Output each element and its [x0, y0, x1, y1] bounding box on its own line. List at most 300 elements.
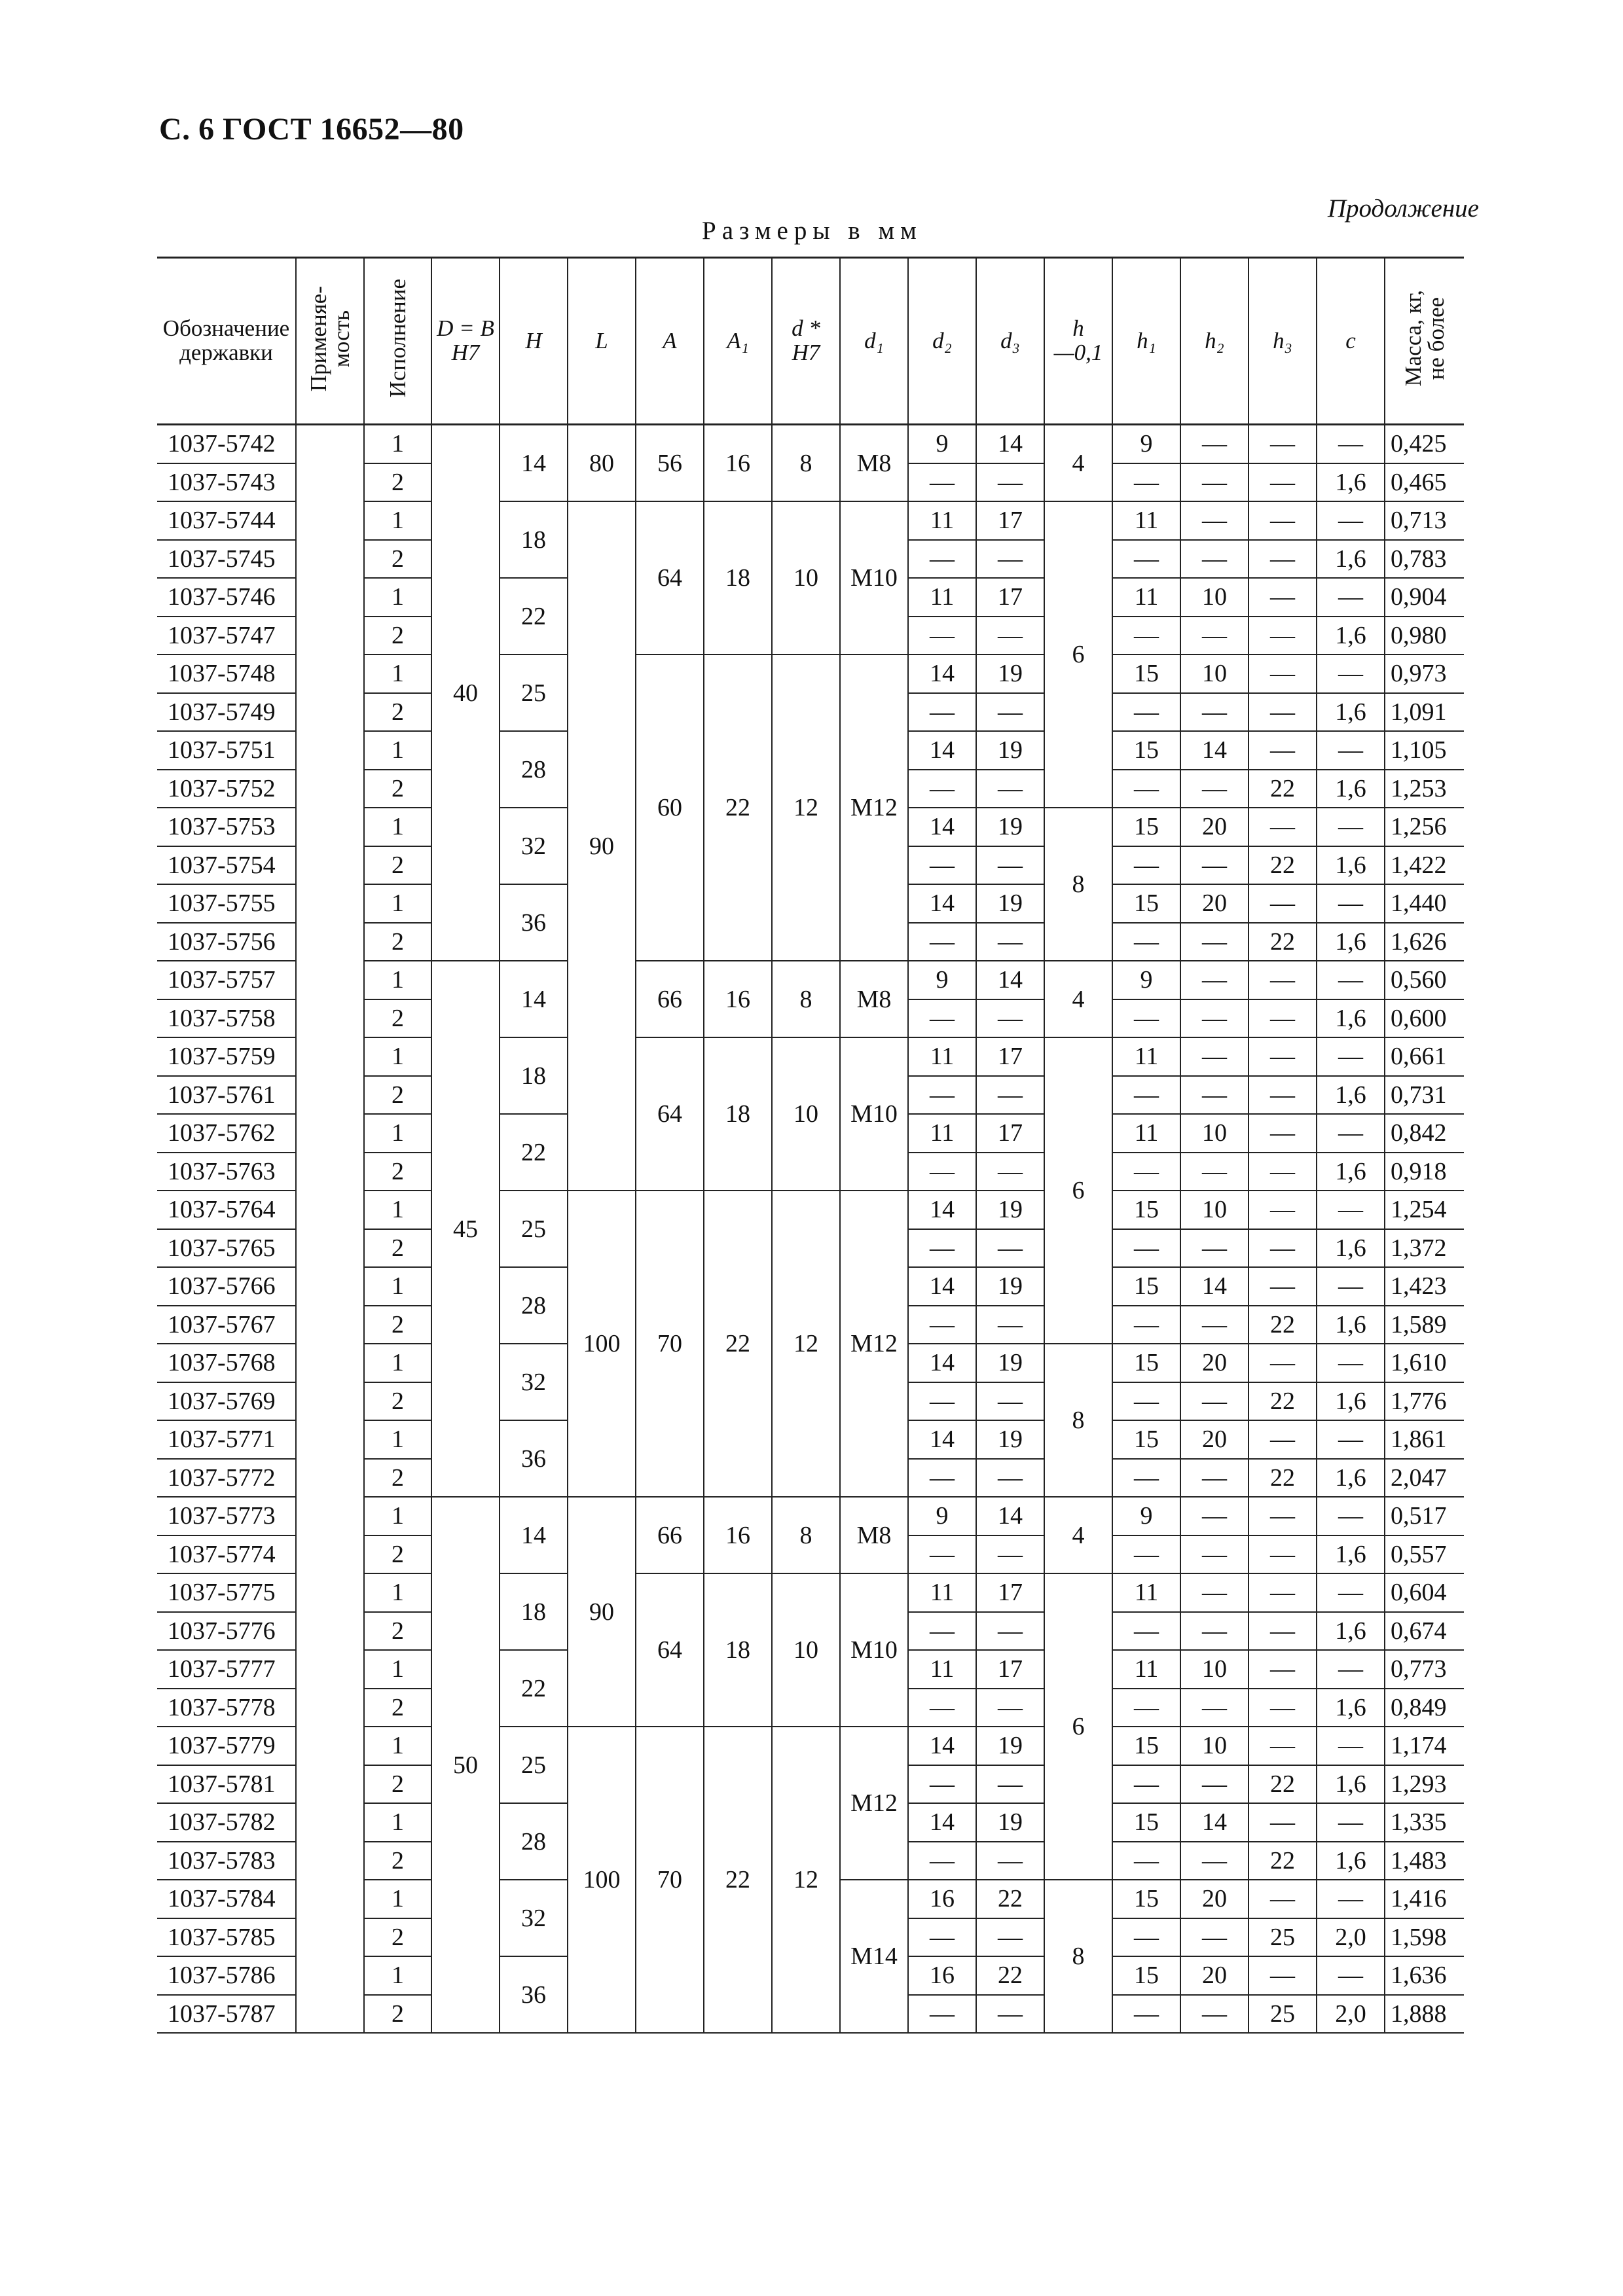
cell-d: 12	[772, 1727, 840, 2033]
cell-version: 1	[364, 425, 431, 463]
cell-h3: —	[1249, 1689, 1317, 1727]
cell-version: 2	[364, 540, 431, 579]
cell-d2: —	[908, 1612, 976, 1651]
cell-h3: —	[1249, 540, 1317, 579]
cell-designation: 1037-5775	[157, 1573, 296, 1612]
cell-h2: —	[1180, 1573, 1249, 1612]
cell-h3: —	[1249, 425, 1317, 463]
cell-h1: 11	[1112, 1573, 1180, 1612]
cell-h2: 10	[1180, 1650, 1249, 1689]
column-header-label: A	[663, 327, 677, 353]
cell-d2: —	[908, 999, 976, 1038]
cell-designation: 1037-5765	[157, 1229, 296, 1268]
cell-c: —	[1317, 1650, 1385, 1689]
cell-c: —	[1317, 1420, 1385, 1459]
cell-mass: 0,773	[1385, 1650, 1464, 1689]
cell-mass: 0,980	[1385, 617, 1464, 655]
cell-h3: —	[1249, 1497, 1317, 1535]
cell-version: 1	[364, 808, 431, 846]
cell-designation: 1037-5759	[157, 1037, 296, 1076]
cell-d2: —	[908, 1689, 976, 1727]
cell-d2: 14	[908, 1344, 976, 1382]
cell-d2: —	[908, 1995, 976, 2034]
cell-c: —	[1317, 1037, 1385, 1076]
cell-version: 2	[364, 693, 431, 732]
cell-d3: 19	[976, 1344, 1044, 1382]
cell-d2: 14	[908, 1420, 976, 1459]
column-header-label: H	[525, 327, 542, 353]
cell-h3: —	[1249, 655, 1317, 693]
cell-h3: 22	[1249, 1842, 1317, 1880]
cell-c: —	[1317, 1727, 1385, 1765]
cell-a: 56	[636, 425, 704, 502]
cell-d2: 16	[908, 1956, 976, 1995]
cell-h3: —	[1249, 884, 1317, 923]
cell-h1: —	[1112, 1076, 1180, 1115]
cell-h1: —	[1112, 1153, 1180, 1191]
cell-d2: —	[908, 1306, 976, 1344]
cell-h2: —	[1180, 1306, 1249, 1344]
cell-c: —	[1317, 1497, 1385, 1535]
cell-h2: 10	[1180, 655, 1249, 693]
column-header-label: h —0,1	[1053, 315, 1103, 365]
cell-version: 2	[364, 1076, 431, 1115]
cell-d3: 17	[976, 501, 1044, 540]
cell-designation: 1037-5757	[157, 961, 296, 999]
cell-mass: 1,610	[1385, 1344, 1464, 1382]
cell-d3: —	[976, 1842, 1044, 1880]
cell-designation: 1037-5756	[157, 923, 296, 961]
cell-mass: 0,918	[1385, 1153, 1464, 1191]
cell-h3: 22	[1249, 846, 1317, 885]
cell-d3: —	[976, 617, 1044, 655]
cell-h1: —	[1112, 1689, 1180, 1727]
cell-d2: —	[908, 923, 976, 961]
cell-h2: —	[1180, 1497, 1249, 1535]
cell-h1: —	[1112, 1306, 1180, 1344]
cell-mass: 1,888	[1385, 1995, 1464, 2034]
cell-h3: —	[1249, 463, 1317, 502]
cell-d2: —	[908, 463, 976, 502]
cell-c: —	[1317, 425, 1385, 463]
cell-h3: —	[1249, 961, 1317, 999]
cell-h: 14	[500, 1497, 568, 1573]
cell-designation: 1037-5747	[157, 617, 296, 655]
cell-h: 36	[500, 1420, 568, 1497]
cell-d1: M10	[840, 1573, 908, 1727]
cell-h2: —	[1180, 1612, 1249, 1651]
cell-mass: 1,422	[1385, 846, 1464, 885]
column-header-label: d₂	[932, 327, 952, 353]
cell-version: 1	[364, 1420, 431, 1459]
cell-designation: 1037-5752	[157, 770, 296, 808]
cell-h2: —	[1180, 923, 1249, 961]
cell-h2: 20	[1180, 884, 1249, 923]
cell-h2: —	[1180, 1459, 1249, 1498]
cell-h3: 22	[1249, 1306, 1317, 1344]
cell-h3: —	[1249, 1535, 1317, 1574]
column-header-label: Обозначение державки	[162, 315, 290, 365]
cell-version: 2	[364, 1382, 431, 1421]
cell-version: 2	[364, 1689, 431, 1727]
cell-designation: 1037-5766	[157, 1267, 296, 1306]
cell-c: 1,6	[1317, 540, 1385, 579]
cell-h2: —	[1180, 846, 1249, 885]
column-header-label: c	[1345, 327, 1356, 353]
column-header-l	[568, 258, 636, 425]
cell-d3: 19	[976, 808, 1044, 846]
cell-h2: 14	[1180, 731, 1249, 770]
cell-h: 4	[1044, 1497, 1112, 1573]
cell-h2: 14	[1180, 1267, 1249, 1306]
cell-h3: —	[1249, 1153, 1317, 1191]
cell-d2: 9	[908, 961, 976, 999]
cell-version: 1	[364, 1191, 431, 1229]
cell-d2: 14	[908, 1803, 976, 1842]
cell-h: 32	[500, 1880, 568, 1956]
cell-version: 1	[364, 1880, 431, 1918]
column-header-h3	[1249, 258, 1317, 425]
cell-h: 18	[500, 501, 568, 578]
cell-h3: —	[1249, 1612, 1317, 1651]
cell-version: 2	[364, 1612, 431, 1651]
cell-h: 8	[1044, 1880, 1112, 2033]
cell-designation: 1037-5782	[157, 1803, 296, 1842]
cell-c: 1,6	[1317, 1689, 1385, 1727]
cell-d3: 14	[976, 425, 1044, 463]
cell-designation: 1037-5763	[157, 1153, 296, 1191]
cell-h3: —	[1249, 693, 1317, 732]
cell-d1: M8	[840, 1497, 908, 1573]
column-header-designation	[157, 258, 296, 425]
cell-designation: 1037-5772	[157, 1459, 296, 1498]
cell-h: 18	[500, 1037, 568, 1114]
cell-h3: —	[1249, 578, 1317, 617]
cell-d1: M12	[840, 1727, 908, 1880]
column-header-h2	[1180, 258, 1249, 425]
cell-h2: —	[1180, 693, 1249, 732]
cell-a1: 22	[704, 655, 772, 961]
cell-h2: —	[1180, 1918, 1249, 1957]
cell-h3: —	[1249, 1267, 1317, 1306]
cell-d3: —	[976, 1918, 1044, 1957]
cell-mass: 1,253	[1385, 770, 1464, 808]
cell-h1: 15	[1112, 808, 1180, 846]
cell-mass: 0,731	[1385, 1076, 1464, 1115]
cell-h: 6	[1044, 1573, 1112, 1880]
cell-h1: 15	[1112, 1727, 1180, 1765]
cell-mass: 1,105	[1385, 731, 1464, 770]
column-header-label: h₁	[1137, 327, 1156, 353]
cell-designation: 1037-5767	[157, 1306, 296, 1344]
cell-mass: 0,465	[1385, 463, 1464, 502]
cell-c: 1,6	[1317, 923, 1385, 961]
column-header-label: Масса, кг, не более	[1400, 290, 1449, 387]
cell-h3: —	[1249, 1114, 1317, 1153]
cell-d2: —	[908, 1076, 976, 1115]
cell-h2: —	[1180, 1076, 1249, 1115]
cell-version: 2	[364, 1229, 431, 1268]
cell-designation: 1037-5743	[157, 463, 296, 502]
cell-d3: —	[976, 1459, 1044, 1498]
cell-version: 2	[364, 999, 431, 1038]
cell-a: 70	[636, 1727, 704, 2033]
cell-h2: 20	[1180, 1880, 1249, 1918]
cell-h1: 9	[1112, 961, 1180, 999]
cell-d3: 17	[976, 1573, 1044, 1612]
cell-d1: M12	[840, 655, 908, 961]
cell-designation: 1037-5754	[157, 846, 296, 885]
cell-d: 8	[772, 1497, 840, 1573]
cell-version: 2	[364, 846, 431, 885]
cell-h1: 15	[1112, 1956, 1180, 1995]
cell-c: 1,6	[1317, 1612, 1385, 1651]
column-header-a	[636, 258, 704, 425]
units-caption: Размеры в мм	[702, 217, 922, 245]
cell-h1: —	[1112, 1535, 1180, 1574]
cell-h1: —	[1112, 923, 1180, 961]
cell-h3: 25	[1249, 1995, 1317, 2034]
cell-h2: 20	[1180, 808, 1249, 846]
cell-h2: —	[1180, 961, 1249, 999]
cell-h3: 25	[1249, 1918, 1317, 1957]
cell-mass: 0,661	[1385, 1037, 1464, 1076]
cell-h2: 10	[1180, 1191, 1249, 1229]
cell-mass: 0,713	[1385, 501, 1464, 540]
cell-d3: —	[976, 999, 1044, 1038]
cell-mass: 1,483	[1385, 1842, 1464, 1880]
cell-h: 28	[500, 731, 568, 808]
cell-mass: 1,598	[1385, 1918, 1464, 1957]
cell-h2: 10	[1180, 578, 1249, 617]
cell-d3: —	[976, 1612, 1044, 1651]
cell-designation: 1037-5755	[157, 884, 296, 923]
cell-d2: 16	[908, 1880, 976, 1918]
cell-h: 25	[500, 1191, 568, 1267]
cell-d2: —	[908, 1459, 976, 1498]
cell-h3: —	[1249, 1344, 1317, 1382]
cell-d: 8	[772, 961, 840, 1037]
cell-version: 1	[364, 731, 431, 770]
cell-mass: 1,256	[1385, 808, 1464, 846]
cell-d3: —	[976, 923, 1044, 961]
cell-mass: 1,091	[1385, 693, 1464, 732]
cell-d3: —	[976, 1765, 1044, 1804]
column-header-d2	[908, 258, 976, 425]
cell-h3: —	[1249, 617, 1317, 655]
cell-designation: 1037-5762	[157, 1114, 296, 1153]
cell-h: 36	[500, 1956, 568, 2033]
cell-version: 2	[364, 463, 431, 502]
cell-h3: 22	[1249, 923, 1317, 961]
cell-designation: 1037-5776	[157, 1612, 296, 1651]
cell-d2: 14	[908, 808, 976, 846]
cell-a: 64	[636, 501, 704, 655]
cell-l: 80	[568, 425, 636, 502]
cell-h: 4	[1044, 425, 1112, 502]
cell-mass: 0,904	[1385, 578, 1464, 617]
cell-h2: 10	[1180, 1114, 1249, 1153]
cell-version: 1	[364, 501, 431, 540]
cell-h1: 15	[1112, 1880, 1180, 1918]
cell-mass: 1,416	[1385, 1880, 1464, 1918]
cell-h: 25	[500, 1727, 568, 1803]
column-header-h	[1044, 258, 1112, 425]
cell-d3: —	[976, 693, 1044, 732]
cell-d3: —	[976, 1306, 1044, 1344]
cell-h3: —	[1249, 731, 1317, 770]
cell-h: 4	[1044, 961, 1112, 1037]
cell-designation: 1037-5784	[157, 1880, 296, 1918]
cell-d2: 14	[908, 884, 976, 923]
cell-c: 1,6	[1317, 1459, 1385, 1498]
cell-h1: —	[1112, 1765, 1180, 1804]
cell-h2: —	[1180, 425, 1249, 463]
cell-d2: —	[908, 1918, 976, 1957]
cell-d2: 14	[908, 1191, 976, 1229]
cell-version: 1	[364, 1650, 431, 1689]
cell-a: 70	[636, 1191, 704, 1497]
column-header-label: L	[595, 327, 608, 353]
cell-d3: —	[976, 1535, 1044, 1574]
page-header: С. 6 ГОСТ 16652—80	[159, 112, 464, 147]
cell-c: 1,6	[1317, 1382, 1385, 1421]
column-header-label: Применяе- мость	[306, 285, 354, 391]
cell-applicability	[296, 425, 364, 2034]
cell-c: —	[1317, 1573, 1385, 1612]
cell-d3: 19	[976, 731, 1044, 770]
cell-mass: 1,589	[1385, 1306, 1464, 1344]
cell-mass: 1,335	[1385, 1803, 1464, 1842]
cell-mass: 1,861	[1385, 1420, 1464, 1459]
cell-d2: 14	[908, 655, 976, 693]
column-header-label: A₁	[727, 327, 749, 353]
column-header-d1	[840, 258, 908, 425]
cell-designation: 1037-5771	[157, 1420, 296, 1459]
cell-mass: 1,776	[1385, 1382, 1464, 1421]
cell-designation: 1037-5778	[157, 1689, 296, 1727]
cell-h1: 15	[1112, 1267, 1180, 1306]
continuation-label: Продолжение	[1327, 194, 1479, 223]
cell-h2: —	[1180, 1765, 1249, 1804]
cell-c: —	[1317, 1803, 1385, 1842]
cell-d: 10	[772, 501, 840, 655]
cell-d1: M14	[840, 1880, 908, 2033]
cell-l: 90	[568, 501, 636, 1191]
cell-h1: 9	[1112, 1497, 1180, 1535]
cell-d3: —	[976, 1229, 1044, 1268]
cell-c: —	[1317, 1956, 1385, 1995]
cell-d3: 19	[976, 1267, 1044, 1306]
cell-a: 66	[636, 961, 704, 1037]
cell-d3: 17	[976, 578, 1044, 617]
cell-d3: 19	[976, 1727, 1044, 1765]
cell-version: 2	[364, 1995, 431, 2034]
cell-mass: 0,557	[1385, 1535, 1464, 1574]
cell-designation: 1037-5749	[157, 693, 296, 732]
cell-h1: —	[1112, 1842, 1180, 1880]
cell-c: —	[1317, 1344, 1385, 1382]
cell-h1: 11	[1112, 1114, 1180, 1153]
cell-c: 1,6	[1317, 1765, 1385, 1804]
cell-version: 2	[364, 1459, 431, 1498]
cell-a1: 18	[704, 501, 772, 655]
column-header-applicability	[296, 258, 364, 425]
cell-h1: —	[1112, 1612, 1180, 1651]
cell-h3: —	[1249, 1037, 1317, 1076]
cell-a1: 22	[704, 1727, 772, 2033]
cell-h: 22	[500, 1114, 568, 1191]
column-header-label: d * H7	[792, 315, 820, 365]
cell-h3: 22	[1249, 1459, 1317, 1498]
cell-c: —	[1317, 1880, 1385, 1918]
cell-h2: —	[1180, 999, 1249, 1038]
cell-designation: 1037-5773	[157, 1497, 296, 1535]
cell-d3: 17	[976, 1650, 1044, 1689]
column-header-a1	[704, 258, 772, 425]
cell-version: 1	[364, 1037, 431, 1076]
cell-d2: —	[908, 1842, 976, 1880]
cell-d2: 14	[908, 1727, 976, 1765]
cell-d: 8	[772, 425, 840, 502]
cell-h2: —	[1180, 1689, 1249, 1727]
cell-designation: 1037-5769	[157, 1382, 296, 1421]
cell-designation: 1037-5751	[157, 731, 296, 770]
cell-h2: —	[1180, 1535, 1249, 1574]
cell-c: —	[1317, 501, 1385, 540]
cell-designation: 1037-5761	[157, 1076, 296, 1115]
cell-version: 2	[364, 617, 431, 655]
cell-d3: 19	[976, 1803, 1044, 1842]
cell-c: 1,6	[1317, 846, 1385, 885]
cell-h1: —	[1112, 1382, 1180, 1421]
cell-mass: 0,517	[1385, 1497, 1464, 1535]
cell-h: 6	[1044, 501, 1112, 808]
table-header-row	[157, 258, 1464, 425]
cell-h2: —	[1180, 1153, 1249, 1191]
cell-version: 2	[364, 923, 431, 961]
cell-version: 2	[364, 1765, 431, 1804]
cell-a1: 18	[704, 1573, 772, 1727]
cell-d-b: 45	[431, 961, 500, 1497]
cell-l: 90	[568, 1497, 636, 1727]
cell-mass: 0,674	[1385, 1612, 1464, 1651]
cell-h: 32	[500, 1344, 568, 1420]
cell-d1: M10	[840, 501, 908, 655]
cell-d-b: 50	[431, 1497, 500, 2033]
cell-d2: —	[908, 540, 976, 579]
cell-c: 1,6	[1317, 693, 1385, 732]
cell-version: 1	[364, 1344, 431, 1382]
cell-version: 1	[364, 1956, 431, 1995]
cell-version: 1	[364, 884, 431, 923]
cell-a1: 16	[704, 425, 772, 502]
cell-version: 2	[364, 1535, 431, 1574]
cell-a1: 16	[704, 1497, 772, 1573]
cell-designation: 1037-5783	[157, 1842, 296, 1880]
cell-c: 1,6	[1317, 463, 1385, 502]
cell-h3: —	[1249, 1191, 1317, 1229]
cell-mass: 1,254	[1385, 1191, 1464, 1229]
cell-version: 1	[364, 1497, 431, 1535]
cell-h2: 20	[1180, 1344, 1249, 1382]
cell-d-b: 40	[431, 425, 500, 961]
cell-h1: —	[1112, 846, 1180, 885]
cell-h2: —	[1180, 1037, 1249, 1076]
cell-d3: 19	[976, 655, 1044, 693]
cell-h: 32	[500, 808, 568, 884]
cell-h1: 15	[1112, 884, 1180, 923]
